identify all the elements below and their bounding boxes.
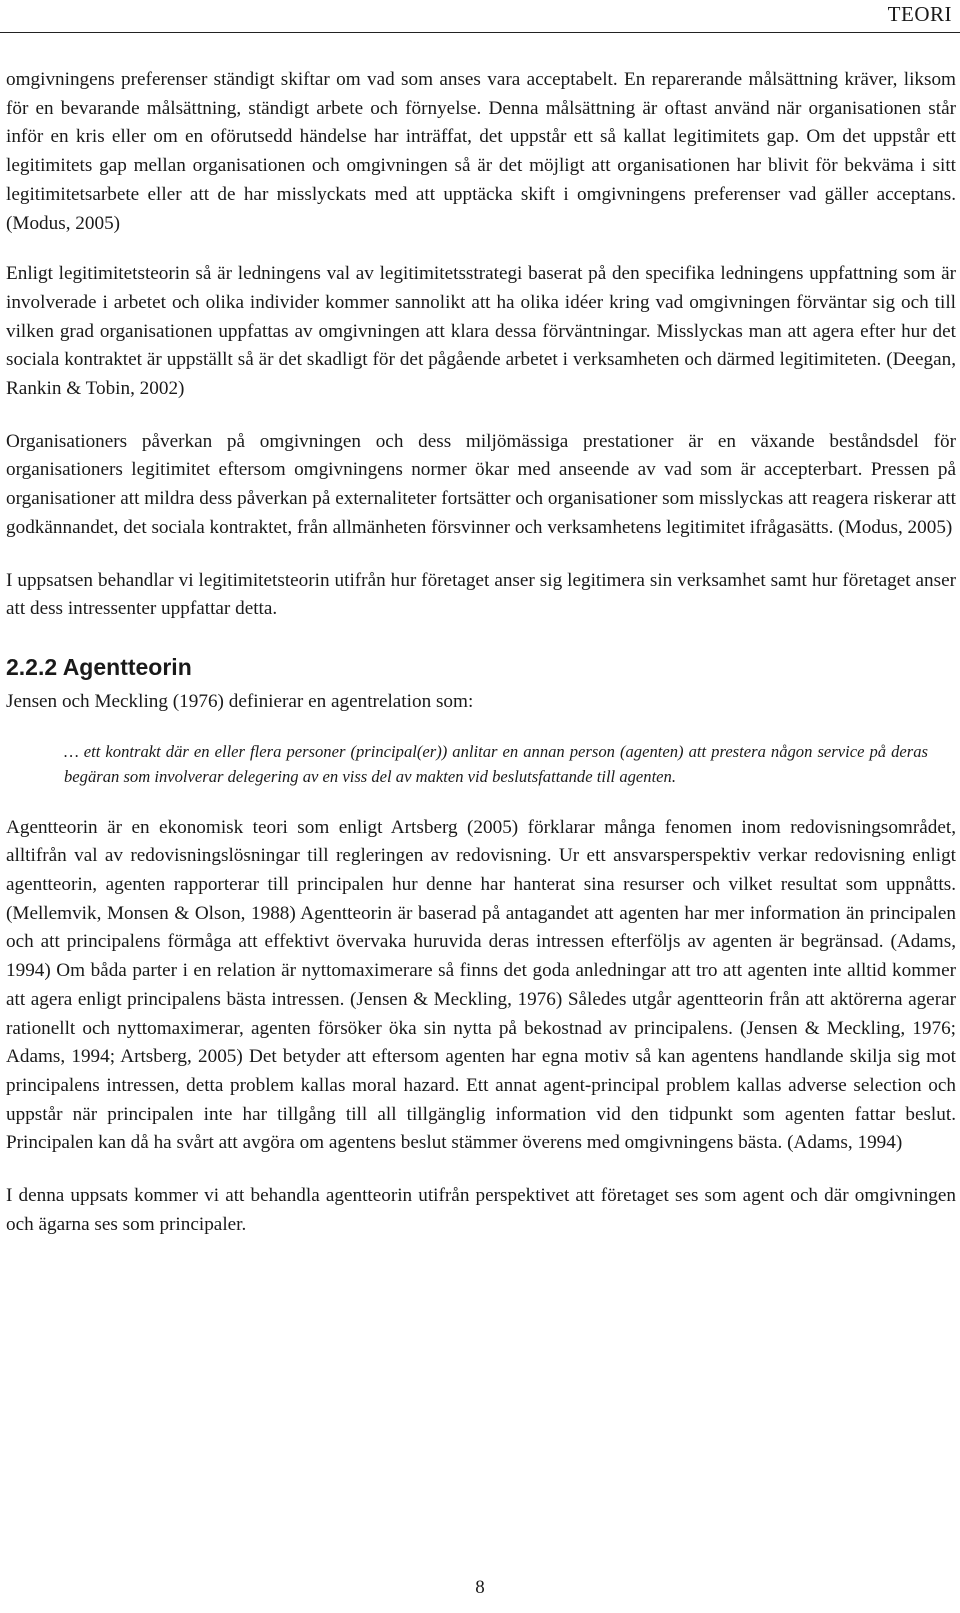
page-header: [0, 0, 960, 33]
document-body: [6, 66, 956, 1264]
paragraph-6: I denna uppsats kommer vi att behandla agentteorin utifrån perspektivet att företaget ses som agent och där omgivningen och ägarna ses som principaler.: [6, 1185, 956, 1235]
page-number: 8: [475, 1577, 485, 1598]
paragraph-3: Organisationers påverkan på omgivningen och dess miljömässiga prestationer är en växande beståndsdel för organisationers legitimitet eftersom omgivningens normer ökar med anseende av vad som är accepterbart. Pressen på organisationer att mildra dess påverkan på externaliteter fortsätter och organisationer som misslyckas att reagera riskerar att godkännandet, det sociala kontraktet, från allmänheten försvinner och verksamhetens legitimitet ifrågasätts. (Modus, 2005): [6, 430, 956, 538]
paragraph-2: Enligt legitimitetsteorin så är ledningens val av legitimitetsstrategi baserat på den specifika ledningens uppfattning som är involverade i arbetet och olika individer kommer sannolikt att ha olika idéer kring vad omgivningen förväntar sig och till vilken grad organisationen uppfattas av omgivningen att klara dessa förväntningar. Misslyckas man att agera efter hur det sociala kontraktet är uppställt så är det skadligt för det pågående arbetet i verksamheten och därmed legitimiteten. (Deegan, Rankin & Tobin, 2002): [6, 263, 956, 400]
section-heading: 2.2.2 Agentteorin: [6, 653, 192, 680]
block-quote: … ett kontrakt där en eller flera personer (principal(er)) anlitar en annan person (agenten) att prestera någon service på deras begäran som involverar delegering av en viss del av makten vid beslutsfattande till agenten.: [64, 741, 928, 787]
section-lead: Jensen och Meckling (1976) definierar en agentrelation som:: [6, 690, 474, 712]
paragraph-1: omgivningens preferenser ständigt skiftar om vad som anses vara acceptabelt. En reparerande målsättning kräver, liksom för en bevarande målsättning, ständigt arbete och förnyelse. Denna målsättning är oftast använd när organisationen står inför en kris eller om en oförutsedd händelse har inträffat, det uppstår ett så kallat legitimitets gap. Om det uppstår ett legitimitets gap mellan organisationen och omgivningen så är det möjligt att organisationen har blivit för bekväma i sitt legitimitetsarbete eller att de har misslyckats med att upptäcka skift i omgivningens preferenser vad gäller acceptans. (Modus, 2005): [6, 69, 956, 234]
paragraph-5: Agentteorin är en ekonomisk teori som enligt Artsberg (2005) förklarar många fenomen inom redovisningsområdet, alltifrån val av redovisningslösningar till regleringen av redovisning. Ur ett ansvarsperspektiv verkar redovisning enligt agentteorin, agenten rapporterar till principalen hur denne har hanterat sina resurser och vilket resultat som uppnåtts. (Mellemvik, Monsen & Olson, 1988) Agentteorin är baserad på antagandet att agenten har mer information än principalen och att principalens förmåga att effektivt övervaka huruvida deras intressen efterföljs av agenten är begränsad. (Adams, 1994) Om båda parter i en relation är nyttomaximerare så finns det goda anledningar att tro att agenten inte alltid kommer att agera enligt principalens bästa intressen. (Jensen & Meckling, 1976) Således utgår agentteorin från att aktörerna agerar rationellt och nyttomaximerar, agenten försöker öka sin nytta på bekostnad av principalens. (Jensen & Meckling, 1976; Adams, 1994; Artsberg, 2005) Det betyder att eftersom agenten har egna motiv så kan agentens handlande skilja sig mot principalens intressen, detta problem kallas moral hazard. Ett annat agent-principal problem kallas adverse selection och uppstår när principalen inte har tillgång till all tillgänglig information vid den tidpunkt som agenten fattar beslut. Principalen kan då ha svårt att avgöra om agentens beslut stämmer överens med omgivningens bästa. (Adams, 1994): [6, 816, 956, 1154]
header-title: TEORI: [887, 2, 952, 26]
header-divider: [0, 32, 960, 33]
paragraph-4: I uppsatsen behandlar vi legitimitetsteorin utifrån hur företaget anser sig legitimera sin verksamhet samt hur företaget anser att dess intressenter uppfattar detta.: [6, 569, 956, 620]
